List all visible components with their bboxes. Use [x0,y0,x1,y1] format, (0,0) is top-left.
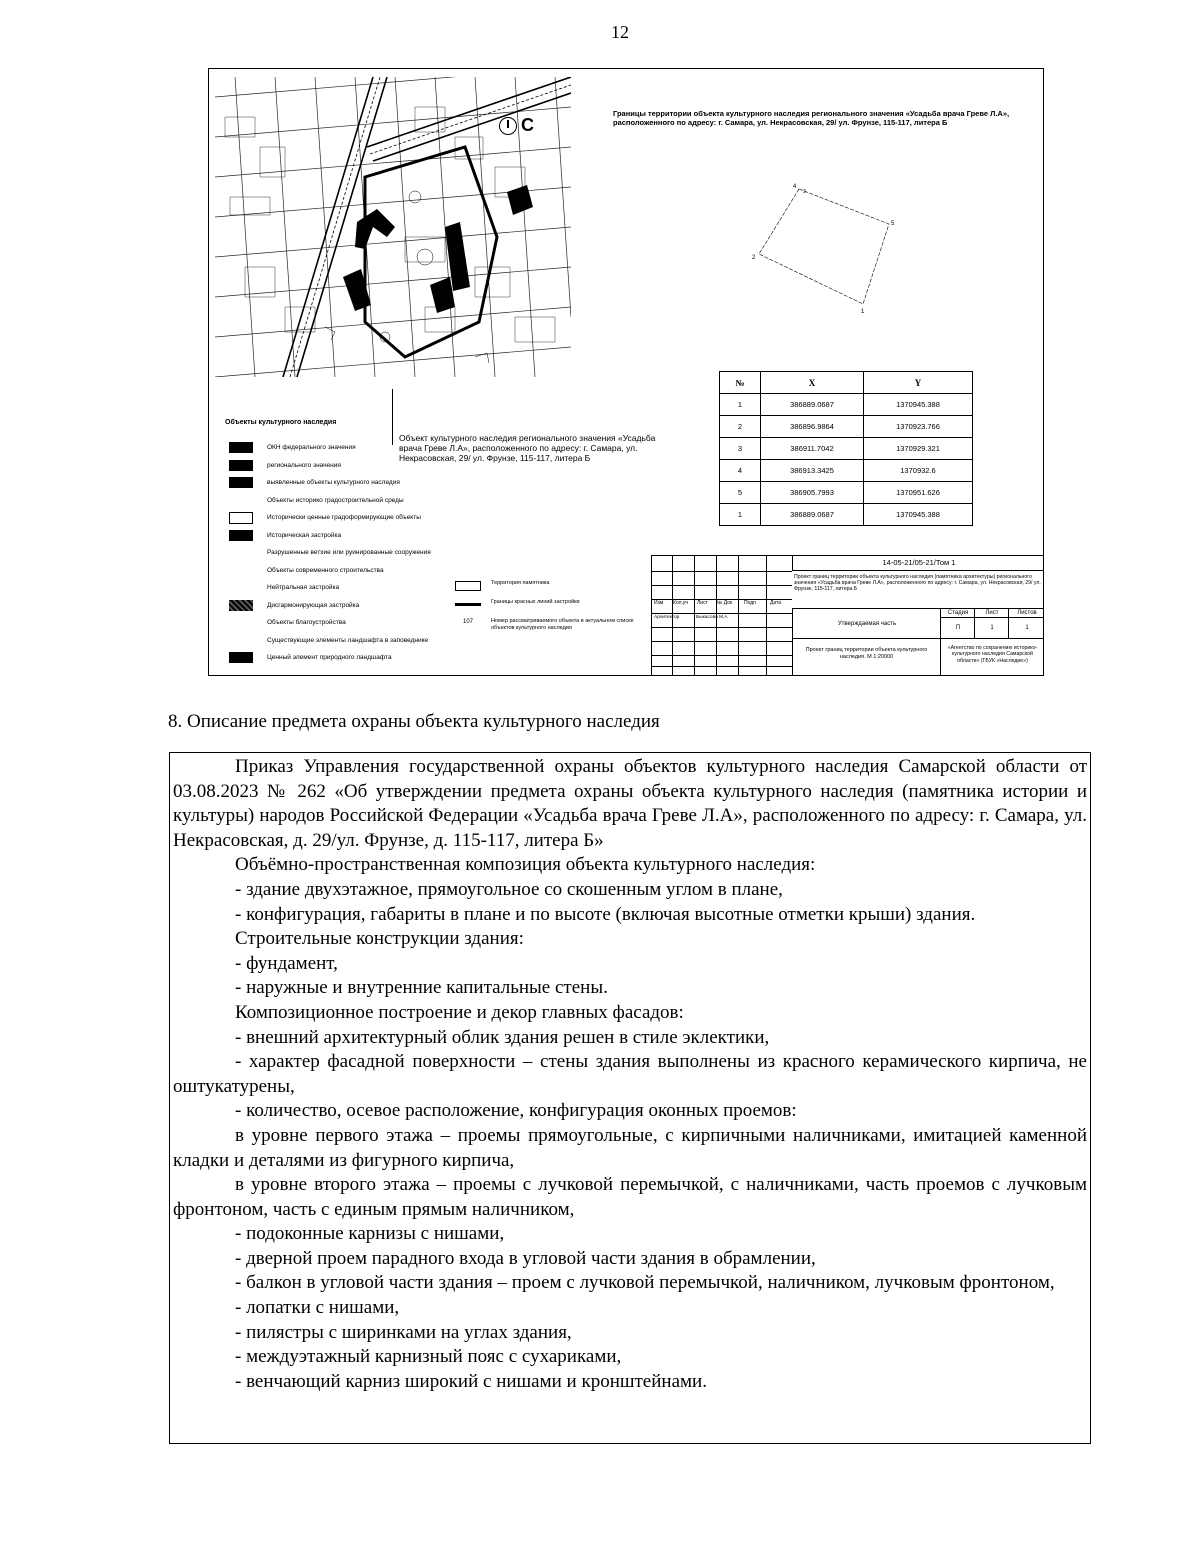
legend-label: Исторически ценные градоформирующие объекты [267,514,421,521]
legend-item [229,581,469,599]
coords-cell: 386905.7993 [761,482,864,504]
legend-extra-label: Границы красных линий застройки [491,599,580,605]
callout-line [392,389,393,445]
page-number: 12 [611,22,629,42]
coords-header-num: № [720,372,761,394]
stamp-drawing: Проект границ территории объекта культурного наследия. М 1:20000 [792,638,940,676]
stamp-sheet-label: Лист [974,608,1009,618]
legend-swatch [229,530,253,541]
scheme-point-5: 5 [891,221,895,227]
coords-cell: 1370929.321 [864,438,973,460]
table-row [720,394,973,416]
coords-cell: 1370945.388 [864,394,973,416]
legend-swatch [229,512,253,524]
stamp-organization: «Агентство по сохранению историко-культурного наследия Самарской области» (ГБУК «Наследие») [940,638,1044,676]
compass-icon [499,117,517,135]
section-heading: 8. Описание предмета охраны объекта культурного наследия [168,711,660,732]
legend-extra-item [455,579,645,598]
legend-extra-marker [455,581,481,591]
legend-item [229,564,469,582]
text-paragraph: - балкон в угловой части здания – проем с лучковой перемычкой, наличником, лучковым фронтоном, [235,1272,1055,1294]
stamp-sheets: 1 [1008,617,1044,639]
coordinates-table [719,371,973,526]
legend-item [229,651,469,669]
coords-cell: 2 [720,416,761,438]
text-paragraph: Строительные конструкции здания: [235,928,524,950]
stamp-project: Проект границ территории объекта культурного наследия (памятника архитектуры) регионального значения «Усадьба врача Греве Л.А», расположенного по адресу: г. Самара, ул. Некрасовская, 29/ ул. Фрунзе, 115-117, литера Б [794,574,1041,592]
text-paragraph: - количество, осевое расположение, конфигурация оконных проемов: [235,1100,797,1122]
text-paragraph: - внешний архитектурный облик здания решен в стиле эклектики, [235,1026,770,1048]
legend-item [229,529,469,547]
legend-item [229,599,469,617]
stamp-h-kol: Кол.уч [673,600,688,606]
coords-cell: 3 [720,438,761,460]
coords-cell: 1 [720,394,761,416]
coords-header-row [720,372,973,394]
text-paragraph: в уровне второго этажа – проемы с лучковой перемычкой, с наличниками, часть проемов с лучковым фронтоном, часть с единым прямым наличником, [173,1174,1087,1220]
legend-label: Разрушенные ветхие или руинированные сооружения [267,549,431,556]
drawing-sheet [208,68,1044,676]
legend-label: Существующие элементы ландшафта в заповеднике [267,636,429,644]
stamp-part: Утверждаемая часть [792,608,941,639]
legend-item [229,511,469,529]
text-paragraph: - дверной проем парадного входа в угловой части здания в обрамлении, [235,1247,816,1269]
text-paragraph: Композиционное построение и декор главных фасадов: [235,1001,684,1023]
table-row [720,504,973,526]
coords-cell: 1370951.626 [864,482,973,504]
legend-item [229,634,469,652]
legend [229,441,469,669]
legend-extra [455,579,645,636]
legend-label: Нейтральная застройка [267,584,340,591]
scheme-point-4: 4 [793,184,797,190]
coords-cell: 1370923.766 [864,416,973,438]
text-paragraph: Приказ Управления государственной охраны объектов культурного наследия Самарской области от 03.08.2023 № 262 «Об утверждении предмета охраны объекта культурного наследия (памятника истории и культуры) народов Российской Федерации «Усадьба врача Греве Л.А», расположенного по адресу: г. Самара, ул. Некрасовская, д. 29/ул. Фрунзе, д. 115-117, литера Б» [173,756,1087,851]
table-row [720,438,973,460]
text-paragraph: - пилястры с ширинками на углах здания, [235,1321,572,1343]
stamp-code: 14-05-21/05-21/Том 1 [792,556,1044,571]
scheme-point-1: 1 [861,309,865,315]
legend-label: Объекты историко градостроительной среды [267,496,404,504]
title-block [651,555,1044,676]
legend-label: ОКН федерального значения [267,444,356,451]
legend-label: Объекты современного строительства [267,566,384,574]
coords-cell: 1370945.388 [864,504,973,526]
plan-title: Границы территории объекта культурного наследия регионального значения «Усадьба врача Греве Л.А», расположенного по адресу: г. Самара, ул. Некрасовская, 29/ ул. Фрунзе, 115-117, литера Б [613,109,1010,127]
object-callout: Объект культурного наследия регионального значения «Усадьба врача Греве Л.А», расположенного по адресу: г. Самара, ул. Некрасовская, 29/ ул. Фрунзе, 115-117, литера Б [399,433,656,463]
coords-cell: 386896.9864 [761,416,864,438]
text-paragraph: - венчающий карниз широкий с нишами и кронштейнами. [235,1370,707,1392]
legend-extra-item [455,598,645,617]
legend-extra-marker: 107 [462,619,473,625]
coords-cell: 386911.7042 [761,438,864,460]
stamp-grid [652,556,792,676]
text-paragraph: - характер фасадной поверхности – стены здания выполнены из красного керамического кирпича, не оштукатурены, [173,1051,1087,1097]
text-paragraph: - подоконные карнизы с нишами, [235,1223,505,1245]
legend-item [229,494,469,512]
legend-label: Дисгармонирующая застройка [267,601,360,609]
legend-label: выявленные объекты культурного наследия [267,479,400,486]
stamp-role-architect: Архитектор [654,615,680,620]
legend-label: регионального значения [267,461,341,469]
table-row [720,416,973,438]
legend-swatch [229,442,253,453]
table-row [720,460,973,482]
stamp-h-date: Дата [770,600,782,606]
legend-item [229,476,469,494]
north-label: С [521,115,534,135]
coords-cell: 1 [720,504,761,526]
text-paragraph: - лопатки с нишами, [235,1297,400,1319]
stamp-role-name: Быкасова М.А [696,615,728,620]
text-paragraph: - фундамент, [235,952,338,974]
legend-item [229,459,469,477]
legend-extra-label: Номер рассматриваемого объекта в актуальном списке объектов культурного наследия [491,618,634,631]
text-paragraph: в уровне первого этажа – проемы прямоугольные, с кирпичными наличниками, имитацией каменной кладки и деталями из фигурного кирпича, [173,1124,1087,1171]
coords-cell: 5 [720,482,761,504]
coords-cell: 386913.3425 [761,460,864,482]
legend-label: Ценный элемент природного ландшафта [267,654,392,661]
protection-subject-text [169,752,1091,1444]
coords-cell: 4 [720,460,761,482]
legend-swatch [229,460,253,471]
stamp-stage: П [940,617,975,639]
legend-swatch [229,652,253,663]
coords-cell: 386889.0687 [761,504,864,526]
stamp-h-list: Лист [697,600,708,606]
legend-extra-label: Территория памятника [491,580,550,586]
north-arrow [499,115,534,136]
boundary-scheme [739,179,919,319]
legend-label: Историческая застройка [267,531,342,539]
text-paragraph: - наружные и внутренние капитальные стены. [235,977,608,999]
scheme-point-2: 2 [752,255,756,261]
coords-cell: 1370932.6 [864,460,973,482]
legend-item [229,546,469,564]
stamp-sheet: 1 [974,617,1009,639]
legend-swatch [229,477,253,488]
stamp-stage-label: Стадия [940,608,975,618]
stamp-h-podp: Подп [744,600,756,606]
coords-header-x: X [761,372,864,394]
legend-item [229,441,469,459]
text-paragraph: Объёмно-пространственная композиция объекта культурного наследия: [235,854,816,876]
text-paragraph: - междуэтажный карнизный пояс с сухариками, [235,1346,622,1368]
coords-cell: 386889.0687 [761,394,864,416]
legend-swatch [229,600,253,611]
legend-title: Объекты культурного наследия [225,419,337,426]
coords-header-y: Y [864,372,973,394]
legend-item [229,616,469,634]
text-paragraph: - здание двухэтажное, прямоугольное со скошенным углом в плане, [235,878,783,900]
legend-extra-item [455,617,645,636]
text-paragraph: - конфигурация, габариты в плане и по высоте (включая высотные отметки крыши) здания. [235,903,976,925]
stamp-sheets-label: Листов [1008,608,1044,618]
scheme-point-3: 3 [803,189,806,195]
stamp-h-doc: № Док [717,600,733,606]
table-row [720,482,973,504]
legend-label: Объекты благоустройства [267,619,346,626]
legend-extra-marker [455,603,481,606]
stamp-h-izm: Изм [654,600,664,606]
